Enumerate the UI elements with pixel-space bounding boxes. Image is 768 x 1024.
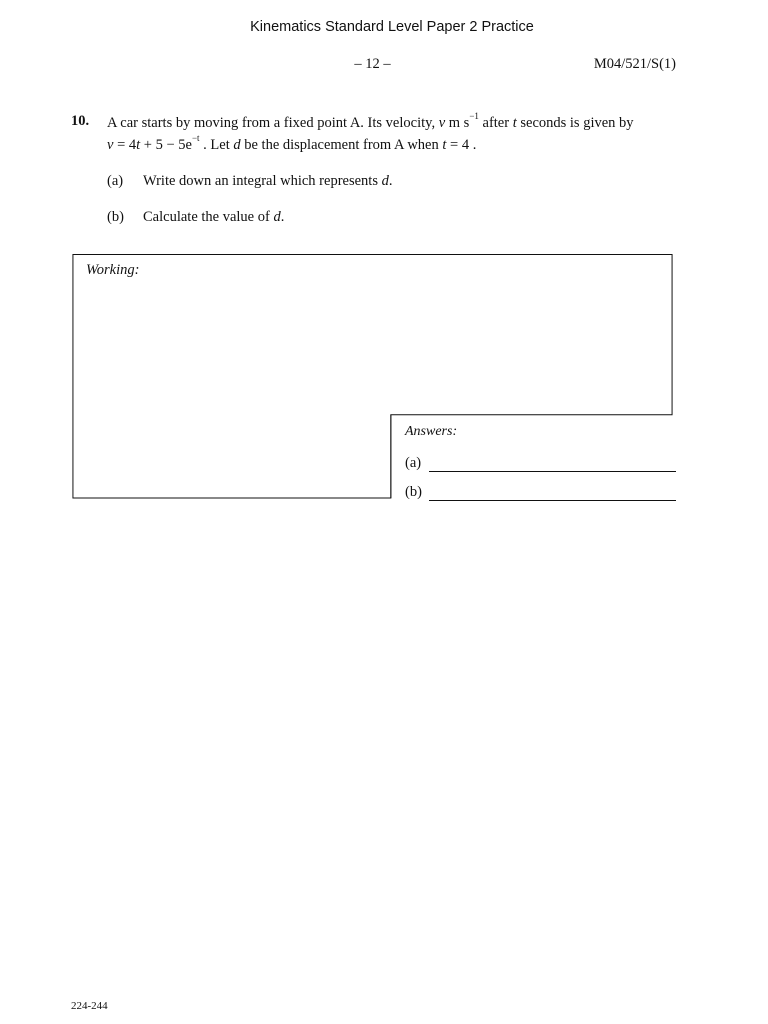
answer-b-label: (b) (405, 484, 422, 500)
answer-a-line[interactable] (429, 471, 676, 472)
variable-d: d (233, 136, 241, 153)
variable-v: v (107, 136, 114, 153)
punctuation: . (388, 173, 393, 189)
part-b-label: (b) (107, 209, 124, 225)
answer-a-label: (a) (405, 455, 422, 471)
equation-text: = 4 . (446, 136, 477, 153)
variable-t: t (512, 114, 517, 131)
variable-d: d (273, 209, 281, 225)
part-a-text (143, 173, 392, 190)
equation-text: + 5 − 5e (140, 136, 192, 153)
equation-text: = 4 (113, 136, 137, 153)
equation-exponent: −t (191, 133, 200, 143)
variable-d: d (381, 173, 389, 189)
answer-b-line[interactable] (429, 500, 676, 501)
question-text: after (478, 114, 513, 131)
part-text: Calculate the value of (143, 209, 274, 225)
question-text: be the displacement from A when (240, 136, 443, 153)
punctuation: . (280, 209, 285, 225)
paper-code: M04/521/S(1) (593, 56, 676, 72)
question-text: A car starts by moving from a fixed point A. Its velocity, (107, 114, 439, 131)
unit-text: m s (445, 114, 470, 131)
variable-t: t (442, 136, 447, 153)
question-text-line-1 (107, 113, 634, 132)
unit-exponent: −1 (469, 111, 479, 121)
question-text: seconds is given by (516, 114, 634, 131)
page-number: – 12 – (354, 56, 391, 72)
working-box[interactable] (71, 254, 675, 500)
working-label: Working: (86, 262, 140, 278)
part-a-label: (a) (107, 173, 124, 189)
question-number: 10. (71, 113, 90, 129)
footer-code: 224-244 (71, 1000, 108, 1012)
part-text: Write down an integral which represents (143, 173, 382, 189)
question-text: . Let (199, 136, 234, 153)
part-b-text (143, 209, 284, 226)
variable-v: v (438, 114, 446, 131)
document-title: Kinematics Standard Level Paper 2 Practice (250, 19, 534, 35)
answers-label: Answers: (405, 424, 458, 439)
question-text-line-2 (107, 135, 476, 154)
variable-t: t (136, 136, 141, 153)
working-box-outline (73, 254, 672, 498)
